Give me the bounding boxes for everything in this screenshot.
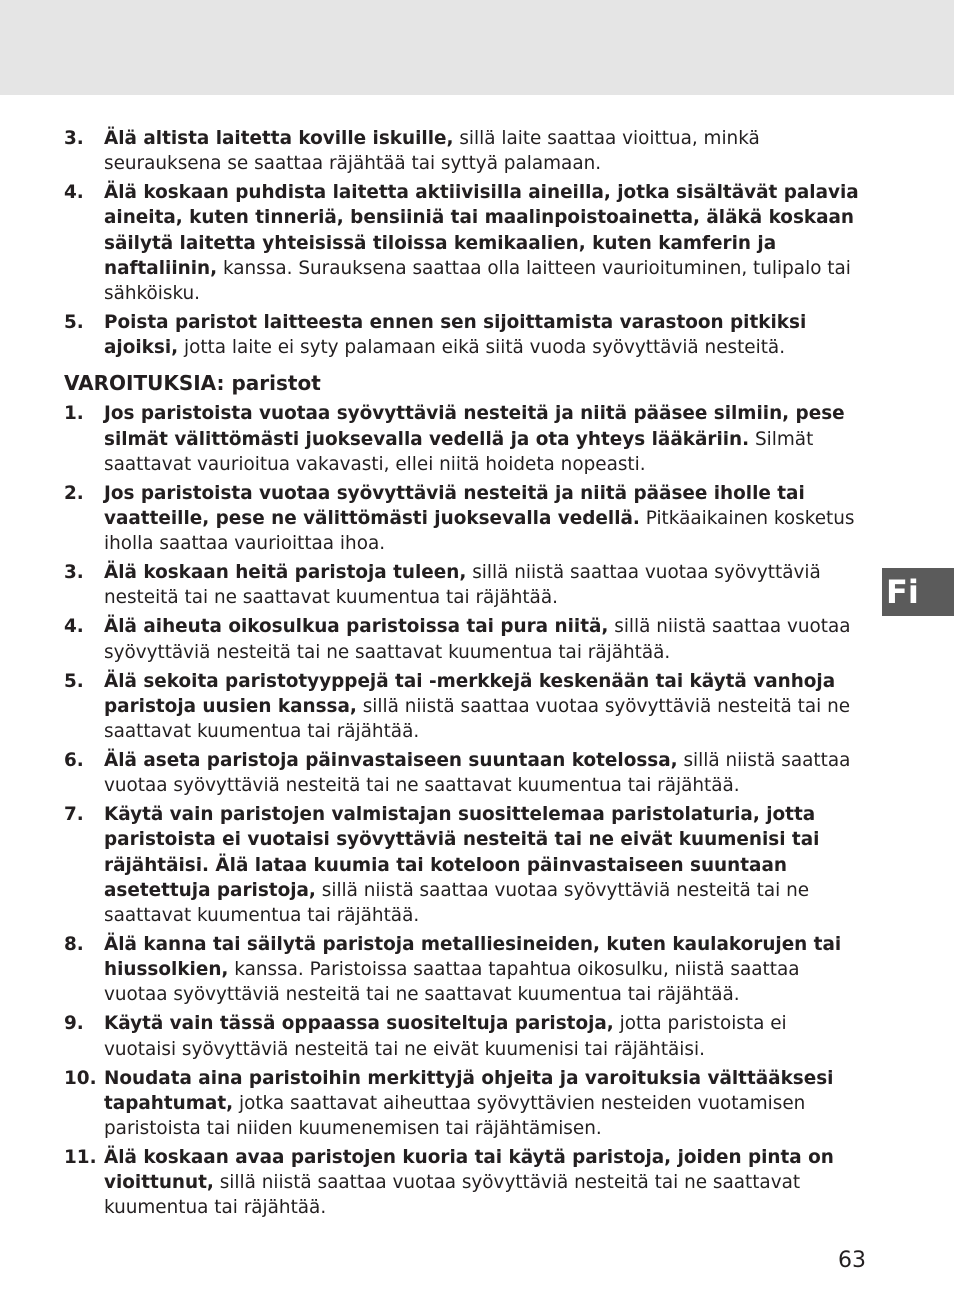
item-number: 5.: [64, 312, 84, 334]
precautions-list: [64, 126, 864, 360]
item-text: sillä niistä saattaa vuotaa syövyttäviä nesteitä tai ne saattavat kuumentua tai räjähtää.: [104, 616, 851, 663]
item-bold-text: Älä koskaan puhdista laitetta aktiivisilla aineilla, jotka sisältävät palavia aineita, kuten tinneriä, bensiiniä tai maalinpoistoainetta, äläkä koskaan säilytä laitetta yhteisissä tiloissa kemikaalien, kuten kamferin ja naftaliinin,: [104, 182, 859, 279]
item-bold-text: Älä aseta paristoja päinvastaiseen suuntaan kotelossa,: [104, 750, 678, 772]
item-bold-text: Älä aiheuta oikosulkua paristoissa tai pura niitä,: [104, 616, 609, 638]
item-bold-text: Älä koskaan avaa paristojen kuoria tai käytä paristoja, joiden pinta on vioittunut,: [104, 1147, 834, 1194]
item-number: 4.: [64, 616, 84, 638]
section-heading: VAROITUKSIA: paristot: [64, 371, 321, 396]
list-item: [64, 1145, 864, 1221]
item-bold-text: Käytä vain paristojen valmistajan suosittelemaa paristolaturia, jotta paristoista ei vuotaisi syövyttäviä nesteitä tai ne eivät kuumenisi tai räjähtäisi. Älä lataa kuumia tai koteloon päinvastaiseen suuntaan asetettuja paristoja,: [104, 804, 820, 901]
item-number: 5.: [64, 670, 84, 692]
list-item: [64, 310, 864, 360]
list-item: [64, 1011, 864, 1061]
list-item: [64, 1066, 864, 1142]
item-text: Pitkäaikainen kosketus iholla saattaa vaurioittaa ihoa.: [104, 508, 855, 555]
list-item: [64, 802, 864, 928]
list-item: [64, 401, 864, 477]
item-number: 4.: [64, 182, 84, 204]
list-item: [64, 748, 864, 798]
item-text: sillä niistä saattaa vuotaa syövyttäviä nesteitä tai ne saattavat kuumentua tai räjähtää.: [104, 879, 810, 927]
item-bold-text: Älä kanna tai säilytä paristoja metalliesineiden, kuten kaulakorujen tai hiussolkien,: [104, 934, 842, 981]
list-item: [64, 614, 864, 664]
header-band: [0, 0, 954, 95]
page-content: [64, 126, 864, 1224]
item-number: 8.: [64, 934, 84, 956]
list-item: [64, 669, 864, 745]
item-text: sillä niistä saattaa vuotaa syövyttäviä nesteitä tai ne saattavat kuumentua tai räjähtää.: [104, 1172, 801, 1219]
item-bold-text: Jos paristoista vuotaa syövyttäviä nesteitä ja niitä pääsee iholle tai vaatteille, pese ne välittömästi juoksevalla vedellä.: [104, 482, 805, 530]
list-item: [64, 932, 864, 1008]
item-text: kanssa. Paristoissa saattaa tapahtua oikosulku, niistä saattaa vuotaa syövyttäviä nesteitä tai ne saattavat kuumentua tai räjähtää.: [104, 959, 800, 1006]
item-number: 1.: [64, 403, 84, 425]
item-text: Silmät saattavat vaurioitua vakavasti, ellei niitä hoideta nopeasti.: [104, 428, 814, 475]
item-bold-text: Älä sekoita paristotyyppejä tai -merkkejä keskenään tai käytä vanhoja paristoja uusien kanssa,: [104, 670, 836, 717]
item-number: 9.: [64, 1013, 84, 1035]
item-bold-text: Käytä vain tässä oppaassa suositeltuja paristoja,: [104, 1013, 614, 1035]
item-text: sillä niistä saattaa vuotaa syövyttäviä nesteitä tai ne saattavat kuumentua tai räjähtää.: [104, 750, 851, 797]
item-number: 3.: [64, 128, 84, 149]
item-text: kanssa. Surauksena saattaa olla laitteen vaurioituminen, tulipalo tai sähköisku.: [104, 257, 851, 305]
page-number: 63: [838, 1248, 866, 1273]
item-text: jotka saattavat aiheuttaa syövyttävien nesteiden vuotamisen paristoista tai niiden kuumenemisen tai räjähtämisen.: [104, 1092, 806, 1140]
item-number: 3.: [64, 562, 84, 584]
item-bold-text: Noudata aina paristoihin merkittyjä ohjeita ja varoituksia välttääksesi tapahtumat,: [104, 1067, 834, 1114]
item-text: sillä niistä saattaa vuotaa syövyttäviä nesteitä tai ne saattavat kuumentua tai räjähtää.: [104, 562, 821, 609]
item-number: 7.: [64, 804, 84, 826]
language-tab: Fi: [882, 568, 954, 616]
item-number: 6.: [64, 750, 84, 772]
list-item: [64, 481, 864, 557]
list-item: [64, 560, 864, 610]
item-bold-text: Jos paristoista vuotaa syövyttäviä nesteitä ja niitä pääsee silmiin, pese silmät välittömästi juoksevalla vedellä ja ota yhteys lääkäriin.: [104, 403, 845, 450]
item-bold-text: Älä altista laitetta koville iskuille,: [104, 128, 454, 149]
item-text: jotta laite ei syty palamaan eikä siitä vuoda syövyttäviä nesteitä.: [178, 337, 786, 359]
item-bold-text: Älä koskaan heitä paristoja tuleen,: [104, 562, 467, 584]
item-text: jotta paristoista ei vuotaisi syövyttäviä nesteitä tai ne eivät kuumenisi tai räjähtäisi.: [104, 1013, 787, 1060]
item-text: sillä laite saattaa vioittua, minkä seurauksena se saattaa räjähtää tai syttyä palamaan.: [104, 128, 760, 175]
item-bold-text: Poista paristot laitteesta ennen sen sijoittamista varastoon pitkiksi ajoiksi,: [104, 312, 807, 359]
item-number: 11.: [64, 1147, 97, 1169]
list-item: [64, 126, 864, 176]
item-number: 10.: [64, 1067, 97, 1089]
list-item: [64, 180, 864, 306]
battery-warnings-list: [64, 401, 864, 1220]
item-text: sillä niistä saattaa vuotaa syövyttäviä nesteitä tai ne saattavat kuumentua tai räjähtää.: [104, 695, 851, 743]
item-number: 2.: [64, 482, 84, 504]
